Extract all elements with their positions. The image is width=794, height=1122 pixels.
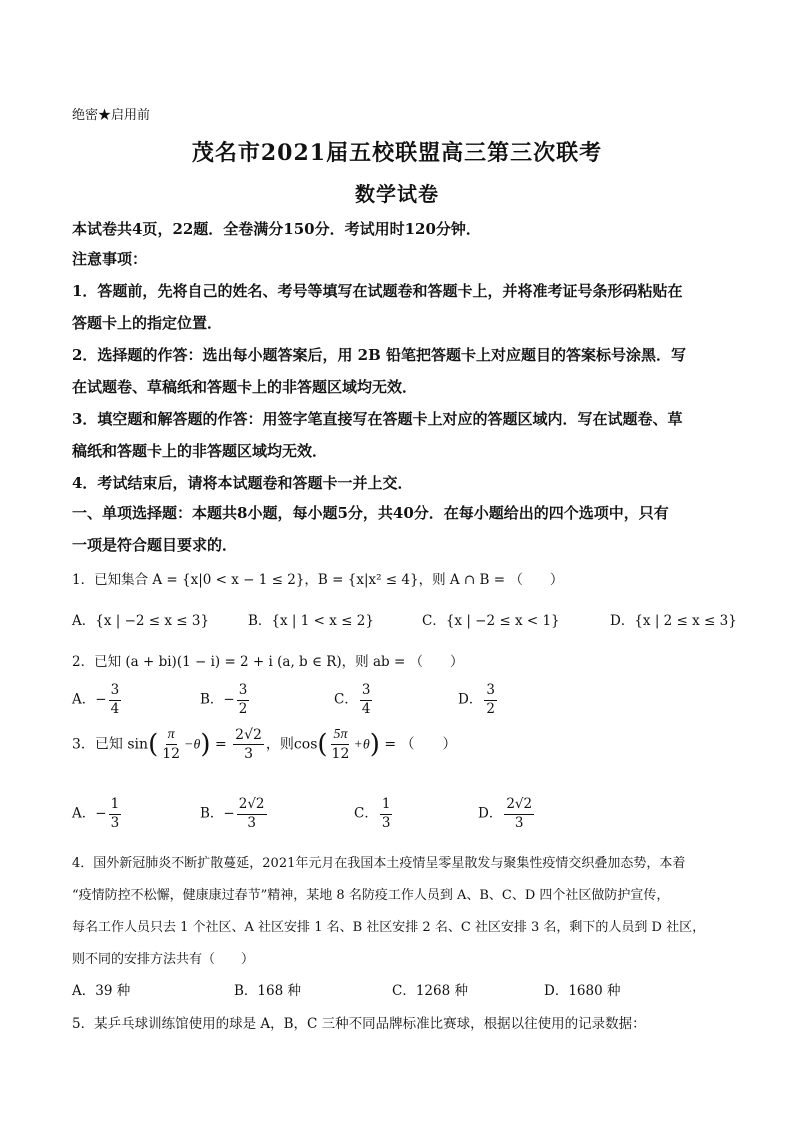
q4-option-b: B．168 种 [234,983,301,999]
exam-title: 茂名市2021届五校联盟高三第三次联考 [191,140,603,166]
question-4-line: 则不同的安排方法共有（ ） [72,952,255,967]
notice-line: 在试题卷、草稿纸和答题卡上的非答题区域均无效． [72,378,418,396]
option-sign: − [223,805,235,822]
option-sign: − [95,691,107,708]
fraction-denominator: 3 [247,814,256,831]
q2-option-d [458,684,499,716]
fraction-denominator: 3 [244,746,253,762]
notice-line: 2．选择题的作答：选出每小题答案后，用 2B 铅笔把答题卡上对应题目的答案标号涂黑．写 [72,346,687,364]
q1-option-c: C．{x | −2 ≤ x < 1} [422,613,560,629]
option-label: C． [354,805,378,822]
notice-line: 稿纸和答题卡上的非答题区域均无效． [72,442,328,460]
fraction-numerator: 5π [331,728,349,745]
q2-option-c [334,684,374,716]
rhs-fraction [233,728,264,761]
section-heading-cont: 一项是符合题目要求的． [72,536,238,554]
q1-option-b: B．{x | 1 < x ≤ 2} [248,613,374,629]
fraction-denominator: 12 [331,746,350,762]
option-fraction [237,684,250,716]
q4-option-a: A．39 种 [72,983,131,999]
fraction-numerator: 3 [237,684,250,701]
q3-option-c [354,798,394,830]
fraction-numerator: 1 [109,798,122,815]
exam-subtitle: 数学试卷 [355,182,439,206]
fraction-numerator: 1 [380,798,393,815]
fraction-denominator: 4 [110,700,120,717]
option-fraction [237,798,267,830]
option-fraction [360,684,373,716]
option-label: B． [200,691,224,708]
question-4-line: 每名工作人员只去 1 个社区、A 社区安排 1 名、B 社区安排 2 名、C 社区安排 3 名，剩下的人员到 D 社区， [72,920,706,935]
fraction-denominator: 3 [381,814,391,831]
notice-line: 答题卡上的指定位置． [72,314,223,332]
stem-tail: = （ ） [384,736,457,753]
cos-function: cos [293,736,318,753]
fraction-denominator: 4 [361,700,371,717]
section-heading: 一、单项选择题：本题共8小题，每小题5分，共40分．在每小题给出的四个选项中，只有 [72,504,669,522]
question-5-stem: 5．某乒乓球训练馆使用的球是 A，B，C 三种不同品牌标准比赛球，根据以往使用的记录数据： [72,1016,646,1032]
fraction-denominator: 2 [486,700,495,717]
option-fraction [380,798,393,830]
question-3-stem [72,728,457,761]
option-label: A． [72,805,96,822]
fraction-denominator: 2 [238,700,248,717]
fraction-denominator: 3 [110,814,120,831]
theta-term: −θ [184,737,201,753]
fraction-numerator: 3 [360,684,373,701]
fraction-numerator: 3 [109,684,122,701]
fraction-numerator: 2√2 [237,798,267,815]
paren-close: ) [200,729,211,760]
paren-open: ( [317,729,328,760]
fraction-denominator: 3 [514,814,524,831]
option-label: B． [200,805,224,822]
angle-fraction [330,728,352,761]
q3-option-b [200,798,269,830]
sin-function: sin [127,736,149,753]
notice-line: 1．答题前，先将自己的姓名、考号等填写在试题卷和答题卡上，并将准考证号条形码粘贴在 [72,282,683,300]
q4-option-d: D．1680 种 [544,983,621,999]
question-4-line: “疫情防控不松懈，健康康过春节”精神，某地 8 名防疫工作人员到 A、B、C、D 四个社区做防护宣传， [72,888,670,903]
option-label: C． [334,691,358,708]
theta-term: +θ [353,737,370,753]
fraction-numerator: 3 [484,684,497,701]
question-2-stem: 2．已知 (a + bi)(1 − i) = 2 + i (a, b ∈ R)，则 ab = （ ） [72,654,464,670]
option-label: A． [72,691,96,708]
equals-sign: = [214,736,227,753]
notice-heading: 注意事项： [72,250,148,268]
fraction-numerator: π [166,728,177,745]
question-4-line: 4．国外新冠肺炎不断扩散蔓延，2021年元月在我国本土疫情呈零星散发与聚集性疫情交织叠加态势，本着 [72,856,686,871]
option-sign: − [223,691,235,708]
q4-option-c: C．1268 种 [392,983,468,999]
stem-then: ，则 [265,736,294,753]
fraction-denominator: 12 [162,746,181,762]
angle-fraction [160,728,182,761]
q1-option-a: A．{x | −2 ≤ x ≤ 3} [72,613,210,629]
option-fraction [504,798,534,830]
q3-option-d [478,798,536,830]
notice-line: 4．考试结束后，请将本试题卷和答题卡一并上交． [72,474,413,492]
fraction-numerator: 2√2 [504,798,534,815]
stem-prefix: 3．已知 [72,736,123,753]
option-sign: − [95,805,107,822]
q1-option-d: D．{x | 2 ≤ x ≤ 3} [610,613,737,629]
question-1-stem: 1．已知集合 A = {x|0 < x − 1 ≤ 2}，B = {x|x² ≤ 4}，则 A ∩ B = （ ） [72,572,564,588]
option-fraction [484,684,497,716]
option-fraction [109,684,122,716]
option-label: D． [478,805,503,822]
paren-close: ) [369,729,380,760]
option-fraction [109,798,122,830]
fraction-numerator: 2√2 [235,727,262,743]
option-label: D． [458,691,483,708]
exam-summary: 本试卷共4页，22题．全卷满分150分．考试用时120分钟． [72,220,481,238]
notice-line: 3．填空题和解答题的作答：用签字笔直接写在答题卡上对应的答题区域内．写在试题卷、草 [72,410,683,428]
paren-open: ( [148,729,159,760]
q3-option-a [72,798,123,830]
q2-option-b [200,684,251,716]
confidential-label: 绝密★启用前 [72,108,151,123]
q2-option-a [72,684,123,716]
